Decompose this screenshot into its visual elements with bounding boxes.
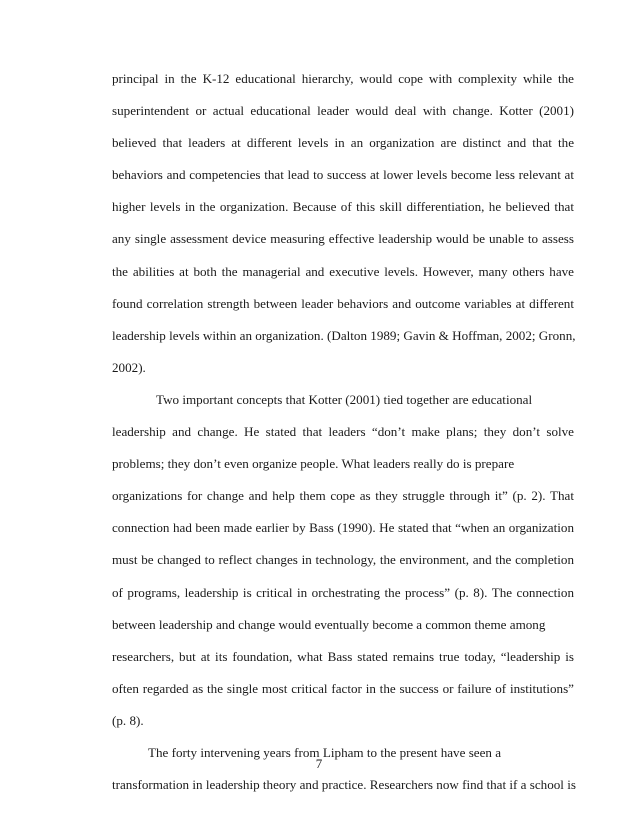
- text-line: problems; they don’t even organize people. What leaders really do is prepare: [112, 456, 515, 472]
- text-line: connection had been made earlier by Bass (1990). He stated that “when an organization: [112, 520, 574, 536]
- text-line: transformation in leadership theory and practice. Researchers now find that if a school is: [112, 777, 576, 793]
- text-line: 2002).: [112, 359, 146, 375]
- text-line: found correlation strength between leader behaviors and outcome variables at different: [112, 295, 574, 311]
- text-line: between leadership and change would eventually become a common theme among: [112, 616, 546, 632]
- text-line: organizations for change and help them cope as they struggle through it” (p. 2). That: [112, 488, 574, 504]
- text-line: of programs, leadership is critical in orchestrating the process” (p. 8). The connection: [112, 584, 574, 600]
- text-line: principal in the K-12 educational hierarchy, would cope with complexity while the: [112, 71, 574, 86]
- page-number: 7: [315, 756, 323, 771]
- text-line: higher levels in the organization. Because of this skill differentiation, he believed that: [112, 199, 574, 215]
- text-line: behaviors and competencies that lead to success at lower levels become less relevant at: [112, 167, 574, 183]
- text-line: the abilities at both the managerial and executive levels. However, many others have: [112, 263, 574, 279]
- text-line: any single assessment device measuring effective leadership would be unable to assess: [112, 231, 574, 247]
- text-line: (p. 8).: [112, 712, 144, 728]
- body-text: [112, 63, 574, 801]
- text-line: superintendent or actual educational leader would deal with change. Kotter (2001): [112, 103, 574, 119]
- text-line: believed that leaders at different levels in an organization are distinct and that the: [112, 135, 574, 151]
- text-line: often regarded as the single most critical factor in the success or failure of institutions”: [112, 680, 574, 696]
- text-line: leadership and change. He stated that leaders “don’t make plans; they don’t solve: [112, 424, 574, 440]
- paragraph-first-line: Two important concepts that Kotter (2001) tied together are educational: [156, 391, 533, 407]
- text-line: leadership levels within an organization. (Dalton 1989; Gavin & Hoffman, 2002; Gronn,: [112, 327, 576, 343]
- paragraph-first-line: The forty intervening years from Lipham to the present have seen a: [148, 744, 502, 760]
- text-line: must be changed to reflect changes in technology, the environment, and the completion: [112, 552, 574, 568]
- text-line: researchers, but at its foundation, what Bass stated remains true today, “leadership is: [112, 648, 574, 664]
